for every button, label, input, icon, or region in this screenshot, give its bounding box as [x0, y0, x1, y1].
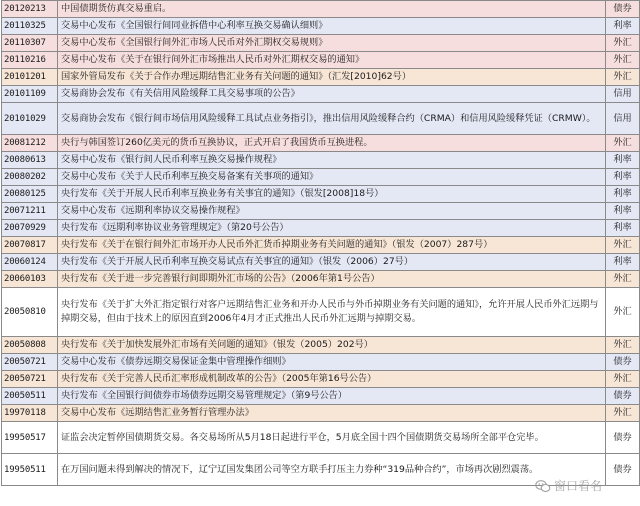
- category-cell: 外汇: [606, 271, 640, 288]
- date-cell: 19950511: [2, 454, 58, 486]
- date-cell: 20080202: [2, 169, 58, 186]
- event-cell: 交易中心发布《关于在银行间外汇市场推出人民币对外汇期权交易的通知》: [58, 52, 606, 69]
- event-cell: 央行发布《关于扩大外汇指定银行对客户远期结售汇业务和开办人民币与外币掉期业务有关问题的通知》，允许开展人民币外汇远期与掉期交易，但由于技术上的原因直到2006年4月才正式推出人民币外汇远期与掉期交易。: [58, 288, 606, 337]
- table-row: [2, 288, 640, 337]
- table-row: [2, 254, 640, 271]
- table-row: [2, 271, 640, 288]
- date-cell: 20050810: [2, 288, 58, 337]
- category-cell: 债券: [606, 388, 640, 405]
- category-cell: 债券: [606, 1, 640, 18]
- watermark-text: 窗口看名: [553, 479, 602, 493]
- table-row: [2, 354, 640, 371]
- category-cell: 外汇: [606, 337, 640, 354]
- date-cell: 20110325: [2, 18, 58, 35]
- category-cell: 债券: [606, 422, 640, 454]
- category-cell: 利率: [606, 203, 640, 220]
- date-cell: 20070929: [2, 220, 58, 237]
- category-cell: 外汇: [606, 135, 640, 152]
- table-row: [2, 237, 640, 254]
- category-cell: 利率: [606, 186, 640, 203]
- event-cell: 交易中心发布《银行间人民币利率互换交易操作规程》: [58, 152, 606, 169]
- category-cell: 外汇: [606, 52, 640, 69]
- event-cell: 央行发布《关于加快发展外汇市场有关问题的通知》（银发（2005）202号）: [58, 337, 606, 354]
- table-row: [2, 169, 640, 186]
- date-cell: 20110307: [2, 35, 58, 52]
- date-cell: 20050721: [2, 371, 58, 388]
- table-row: [2, 35, 640, 52]
- table-row: [2, 454, 640, 486]
- event-cell: 交易中心发布《关于人民币利率互换交易备案有关事项的通知》: [58, 169, 606, 186]
- event-cell: 央行发布《关于完善人民币汇率形成机制改革的公告》（2005年第16号公告）: [58, 371, 606, 388]
- category-cell: 信用: [606, 103, 640, 135]
- table-row: [2, 152, 640, 169]
- date-cell: 20050808: [2, 337, 58, 354]
- table-row: [2, 186, 640, 203]
- category-cell: 利率: [606, 220, 640, 237]
- date-cell: 20071211: [2, 203, 58, 220]
- table-row: [2, 203, 640, 220]
- event-cell: 交易商协会发布《有关信用风险缓释工具交易事项的公告》: [58, 86, 606, 103]
- event-cell: 在万国问题未得到解决的情况下，辽宁辽国发集团公司等空方联手打压主力券种“319品种合约”，市场再次剧烈震荡。: [58, 454, 606, 486]
- table-row: [2, 103, 640, 135]
- event-cell: 交易中心发布《全国银行间外汇市场人民币对外汇期权交易规则》: [58, 35, 606, 52]
- date-cell: 20080125: [2, 186, 58, 203]
- category-cell: 利率: [606, 254, 640, 271]
- events-table: [1, 0, 640, 486]
- table-row: [2, 371, 640, 388]
- event-cell: 央行与韩国签订260亿美元的货币互换协议，正式开启了我国货币互换进程。: [58, 135, 606, 152]
- event-cell: 中国债期货仿真交易重启。: [58, 1, 606, 18]
- event-cell: 央行发布《关于在银行间外汇市场开办人民币外汇货币掉期业务有关问题的通知》（银发（2007）287号）: [58, 237, 606, 254]
- date-cell: 20050721: [2, 354, 58, 371]
- table-row: [2, 86, 640, 103]
- category-cell: 利率: [606, 18, 640, 35]
- category-cell: 外汇: [606, 69, 640, 86]
- category-cell: 信用: [606, 86, 640, 103]
- date-cell: 20080613: [2, 152, 58, 169]
- date-cell: 19950517: [2, 422, 58, 454]
- date-cell: 20110216: [2, 52, 58, 69]
- date-cell: 20060103: [2, 271, 58, 288]
- date-cell: 19970118: [2, 405, 58, 422]
- category-cell: 利率: [606, 152, 640, 169]
- date-cell: 20060124: [2, 254, 58, 271]
- event-cell: 交易中心发布《全国银行间同业拆借中心利率互换交易确认细则》: [58, 18, 606, 35]
- events-table-body: [2, 1, 640, 486]
- date-cell: 20101029: [2, 103, 58, 135]
- category-cell: 外汇: [606, 237, 640, 254]
- table-row: [2, 220, 640, 237]
- event-cell: 央行发布《全国银行间债券市场债券远期交易管理规定》（第9号公告）: [58, 388, 606, 405]
- table-row: [2, 18, 640, 35]
- category-cell: 利率: [606, 169, 640, 186]
- event-cell: 央行发布《关于开展人民币利率互换业务有关事宜的通知》（银发[2008]18号）: [58, 186, 606, 203]
- date-cell: 20120213: [2, 1, 58, 18]
- table-row: [2, 337, 640, 354]
- date-cell: 20101201: [2, 69, 58, 86]
- table-row: [2, 388, 640, 405]
- category-cell: 外汇: [606, 35, 640, 52]
- event-cell: 央行发布《关于开展人民币利率互换交易试点有关事宜的通知》（银发（2006）27号）: [58, 254, 606, 271]
- table-row: [2, 52, 640, 69]
- category-cell: 债券: [606, 354, 640, 371]
- category-cell: 外汇: [606, 405, 640, 422]
- category-cell: 外汇: [606, 288, 640, 337]
- date-cell: 20050511: [2, 388, 58, 405]
- event-cell: 交易商协会发布《银行间市场信用风险缓释工具试点业务指引》，推出信用风险缓释合约（CRMA）和信用风险缓释凭证（CRMW）。: [58, 103, 606, 135]
- table-row: [2, 135, 640, 152]
- event-cell: 国家外管局发布《关于合作办理远期结售汇业务有关问题的通知》（汇发[2010]62号）: [58, 69, 606, 86]
- date-cell: 20081212: [2, 135, 58, 152]
- table-row: [2, 69, 640, 86]
- category-cell: 债券: [606, 454, 640, 486]
- table-row: [2, 422, 640, 454]
- event-cell: 交易中心发布《远期利率协议交易操作规程》: [58, 203, 606, 220]
- event-cell: 交易中心发布《远期结售汇业务暂行管理办法》: [58, 405, 606, 422]
- event-cell: 交易中心发布《债券远期交易保证金集中管理操作细则》: [58, 354, 606, 371]
- category-cell: 外汇: [606, 371, 640, 388]
- event-cell: 央行发布《关于进一步完善银行间即期外汇市场的公告》（2006年第1号公告）: [58, 271, 606, 288]
- event-cell: 证监会决定暂停国债期货交易。各交易场所从5月18日起进行平仓，5月底全国十四个国债期货交易场所全部平仓完毕。: [58, 422, 606, 454]
- date-cell: 20070817: [2, 237, 58, 254]
- event-cell: 央行发布《远期利率协议业务管理规定》（第20号公告）: [58, 220, 606, 237]
- date-cell: 20101109: [2, 86, 58, 103]
- table-row: [2, 1, 640, 18]
- table-row: [2, 405, 640, 422]
